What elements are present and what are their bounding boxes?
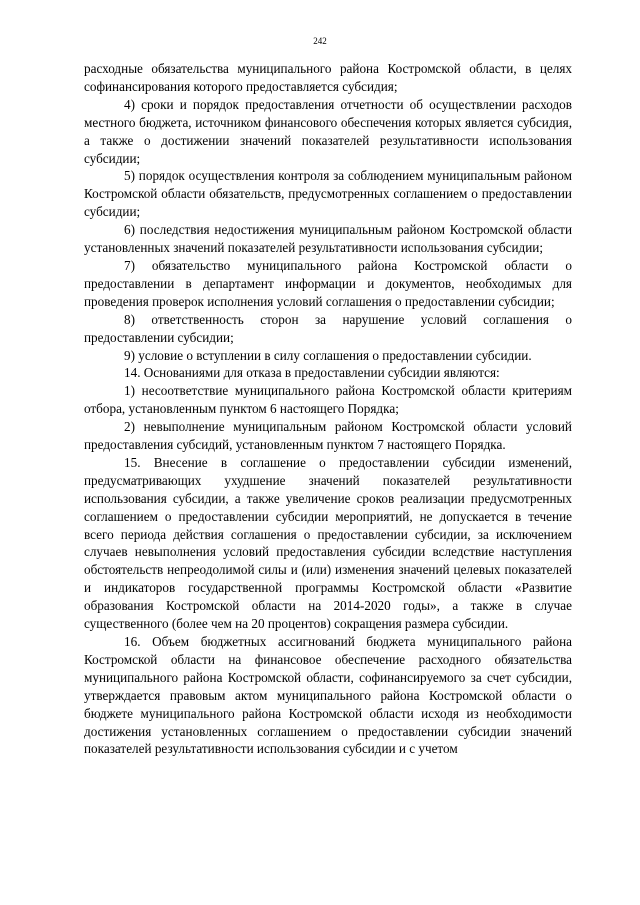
paragraph-item-7: 7) обязательство муниципального района Костромской области о предоставлении в департамент информации и документов, необходимых для проведения проверок исполнения условий соглашения о предоставлении субсидии; <box>84 257 572 309</box>
paragraph-section-15: 15. Внесение в соглашение о предоставлении субсидии изменений, предусматривающих ухудшение значений показателей результативности использования субсидии, а также увеличение сроков реализации предусмотренных соглашением о предоставлении субсидии мероприятий, не допускается в течение всего периода действия соглашения о предоставлении субсидии, за исключением случаев невыполнения условий предоставления субсидии вследствие наступления обстоятельств непреодолимой силы и (или) изменения значений целевых показателей и индикаторов государственной программы Костромской области «Развитие образования Костромской области на 2014-2020 годы», а также в случае существенного (более чем на 20 процентов) сокращения размера субсидии. <box>84 454 572 632</box>
paragraph-item-4: 4) сроки и порядок предоставления отчетности об осуществлении расходов местного бюджета, источником финансового обеспечения которых является субсидия, а также о достижении значений показателей результативности использования субсидии; <box>84 96 572 166</box>
paragraph-item-8: 8) ответственность сторон за нарушение условий соглашения о предоставлении субсидии; <box>84 311 572 345</box>
paragraph-item-5: 5) порядок осуществления контроля за соблюдением муниципальным районом Костромской области обязательств, предусмотренных соглашением о предоставлении субсидии; <box>84 168 572 220</box>
paragraph-item-6: 6) последствия недостижения муниципальным районом Костромской области установленных значений показателей результативности использования субсидии; <box>84 222 572 256</box>
paragraph-refusal-2: 2) невыполнение муниципальным районом Костромской области условий предоставления субсидий, установленным пунктом 7 настоящего Порядка. <box>84 419 572 453</box>
document-body <box>84 60 572 758</box>
page-number: 242 <box>313 36 327 46</box>
paragraph-refusal-1: 1) несоответствие муниципального района Костромской области критериям отбора, установленным пунктом 6 настоящего Порядка; <box>84 383 572 417</box>
paragraph-section-16: 16. Объем бюджетных ассигнований бюджета муниципального района Костромской области на финансовое обеспечение расходного обязательства муниципального района Костромской области, софинансируемого за счет субсидии, утверждается правовым актом муниципального района Костромской области о бюджете муниципального района Костромской области исходя из необходимости достижения установленных соглашением о предоставлении субсидии значений показателей результативности использования субсидии и с учетом <box>84 634 572 757</box>
paragraph-continuation: расходные обязательства муниципального района Костромской области, в целях софинансирования которого предоставляется субсидия; <box>84 61 572 94</box>
paragraph-item-9: 9) условие о вступлении в силу соглашения о предоставлении субсидии. <box>124 347 532 363</box>
paragraph-section-14: 14. Основаниями для отказа в предоставлении субсидии являются: <box>124 365 500 381</box>
